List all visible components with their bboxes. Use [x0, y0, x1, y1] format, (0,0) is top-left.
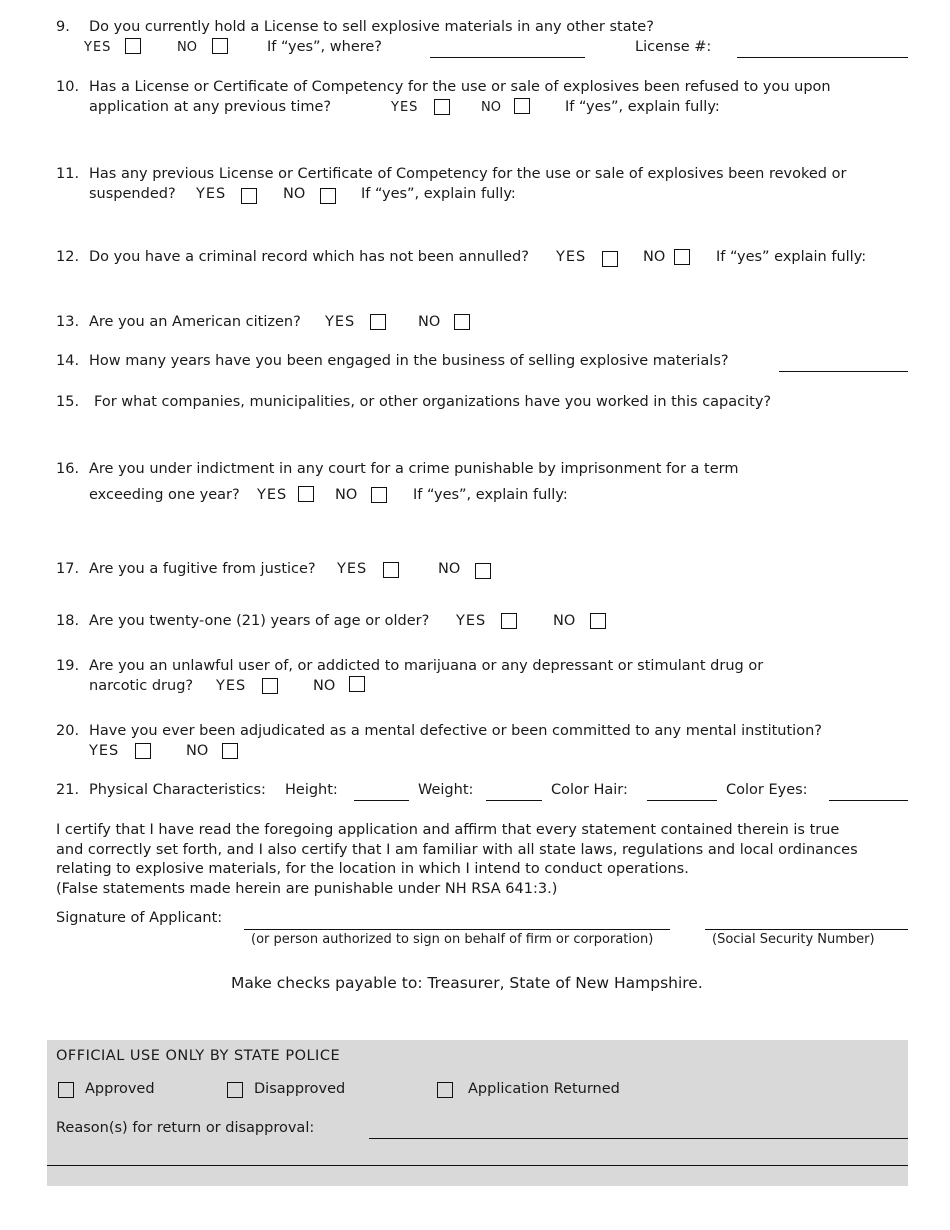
reason-field-line-2[interactable] [47, 1165, 908, 1166]
q19-number: 19. [56, 658, 80, 674]
q17-no-label: NO [438, 561, 461, 577]
q16-explain-label: If “yes”, explain fully: [413, 487, 568, 503]
q18-yes-label: YES [456, 613, 487, 629]
q17-number: 17. [56, 561, 80, 577]
q12-yes-checkbox[interactable] [602, 251, 618, 267]
q9-question: Do you currently hold a License to sell explosive materials in any other state? [89, 19, 654, 35]
q13-yes-label: YES [325, 314, 356, 330]
q21-weight-label: Weight: [418, 782, 474, 798]
q9-no-label: NO [177, 40, 197, 55]
q16-number: 16. [56, 461, 80, 477]
q18-yes-checkbox[interactable] [501, 613, 517, 629]
q13-number: 13. [56, 314, 80, 330]
q20-no-label: NO [186, 743, 209, 759]
q10-number: 10. [56, 79, 80, 95]
q11-yes-checkbox[interactable] [241, 188, 257, 204]
q19-no-label: NO [313, 678, 336, 694]
q10-yes-label: YES [391, 100, 419, 115]
certify-line-3: relating to explosive materials, for the location in which I intend to conduct operations. [56, 861, 689, 877]
q11-yes-label: YES [196, 186, 227, 202]
q18-question: Are you twenty-one (21) years of age or older? [89, 613, 430, 629]
q10-question-line1: Has a License or Certificate of Competency for the use or sale of explosives been refused to you upon [89, 79, 831, 95]
signature-label: Signature of Applicant: [56, 910, 223, 926]
q21-eyes-field[interactable] [829, 800, 908, 801]
q20-question: Have you ever been adjudicated as a mental defective or been committed to any mental institution? [89, 723, 822, 739]
q19-yes-checkbox[interactable] [262, 678, 278, 694]
ssn-caption: (Social Security Number) [712, 932, 875, 947]
q21-height-label: Height: [285, 782, 338, 798]
q20-number: 20. [56, 723, 80, 739]
approved-checkbox[interactable] [58, 1082, 74, 1098]
q17-no-checkbox[interactable] [475, 563, 491, 579]
q9-number: 9. [56, 19, 70, 35]
payable-note: Make checks payable to: Treasurer, State of New Hampshire. [231, 974, 703, 992]
reason-field[interactable] [369, 1138, 908, 1139]
q11-no-checkbox[interactable] [320, 188, 336, 204]
certify-line-2: and correctly set forth, and I also certify that I am familiar with all state laws, regulations and local ordinances [56, 842, 858, 858]
q19-yes-label: YES [216, 678, 247, 694]
q16-no-checkbox[interactable] [371, 487, 387, 503]
q20-yes-label: YES [89, 743, 120, 759]
q12-number: 12. [56, 249, 80, 265]
q17-yes-label: YES [337, 561, 368, 577]
q15-number: 15. [56, 394, 80, 410]
application-returned-checkbox[interactable] [437, 1082, 453, 1098]
q18-no-checkbox[interactable] [590, 613, 606, 629]
q21-weight-field[interactable] [486, 800, 542, 801]
q12-explain-label: If “yes” explain fully: [716, 249, 867, 265]
q19-no-checkbox[interactable] [349, 676, 365, 692]
q10-no-label: NO [481, 100, 501, 115]
q16-yes-label: YES [257, 487, 288, 503]
q21-hair-field[interactable] [647, 800, 717, 801]
approved-label: Approved [85, 1081, 155, 1097]
q17-yes-checkbox[interactable] [383, 562, 399, 578]
q18-number: 18. [56, 613, 80, 629]
q20-yes-checkbox[interactable] [135, 743, 151, 759]
q15-question: For what companies, municipalities, or other organizations have you worked in this capacity? [94, 394, 772, 410]
q18-no-label: NO [553, 613, 576, 629]
q16-question-line2: exceeding one year? [89, 487, 240, 503]
q9-license-label: License #: [635, 39, 712, 55]
certify-line-1: I certify that I have read the foregoing application and affirm that every statement contained therein is true [56, 822, 840, 838]
q21-hair-label: Color Hair: [551, 782, 628, 798]
q16-no-label: NO [335, 487, 358, 503]
q9-where-label: If “yes”, where? [267, 39, 383, 55]
reason-label: Reason(s) for return or disapproval: [56, 1120, 315, 1136]
q21-height-field[interactable] [354, 800, 409, 801]
official-title: OFFICIAL USE ONLY BY STATE POLICE [56, 1048, 341, 1064]
q14-question: How many years have you been engaged in the business of selling explosive materials? [89, 353, 729, 369]
q11-explain-label: If “yes”, explain fully: [361, 186, 516, 202]
q16-question-line1: Are you under indictment in any court for a crime punishable by imprisonment for a term [89, 461, 739, 477]
q12-question: Do you have a criminal record which has not been annulled? [89, 249, 529, 265]
q17-question: Are you a fugitive from justice? [89, 561, 316, 577]
q10-yes-checkbox[interactable] [434, 99, 450, 115]
certify-line-4: (False statements made herein are punishable under NH RSA 641:3.) [56, 881, 558, 897]
q20-no-checkbox[interactable] [222, 743, 238, 759]
q21-label: Physical Characteristics: [89, 782, 266, 798]
q10-question-line2: application at any previous time? [89, 99, 332, 115]
q9-yes-checkbox[interactable] [125, 38, 141, 54]
q21-number: 21. [56, 782, 80, 798]
q10-no-checkbox[interactable] [514, 98, 530, 114]
q14-number: 14. [56, 353, 80, 369]
q13-question: Are you an American citizen? [89, 314, 301, 330]
q9-license-field[interactable] [737, 57, 908, 58]
q13-yes-checkbox[interactable] [370, 314, 386, 330]
disapproved-label: Disapproved [254, 1081, 346, 1097]
ssn-field[interactable] [705, 929, 908, 930]
q9-where-field[interactable] [430, 57, 585, 58]
q21-eyes-label: Color Eyes: [726, 782, 808, 798]
q16-yes-checkbox[interactable] [298, 486, 314, 502]
q11-no-label: NO [283, 186, 306, 202]
signature-caption: (or person authorized to sign on behalf of firm or corporation) [251, 932, 654, 947]
q10-explain-label: If “yes”, explain fully: [565, 99, 720, 115]
q9-yes-label: YES [84, 40, 112, 55]
q19-question-line2: narcotic drug? [89, 678, 194, 694]
q13-no-label: NO [418, 314, 441, 330]
q12-no-label: NO [643, 249, 666, 265]
q12-no-checkbox[interactable] [674, 249, 690, 265]
q14-years-field[interactable] [779, 371, 908, 372]
disapproved-checkbox[interactable] [227, 1082, 243, 1098]
q12-yes-label: YES [556, 249, 587, 265]
q11-question-line2: suspended? [89, 186, 176, 202]
q11-question-line1: Has any previous License or Certificate of Competency for the use or sale of explosives been revoked or [89, 166, 847, 182]
signature-field[interactable] [244, 929, 670, 930]
q19-question-line1: Are you an unlawful user of, or addicted to marijuana or any depressant or stimulant drug or [89, 658, 764, 674]
official-use-box [47, 1040, 908, 1186]
q13-no-checkbox[interactable] [454, 314, 470, 330]
q9-no-checkbox[interactable] [212, 38, 228, 54]
q11-number: 11. [56, 166, 80, 182]
application-returned-label: Application Returned [468, 1081, 620, 1097]
